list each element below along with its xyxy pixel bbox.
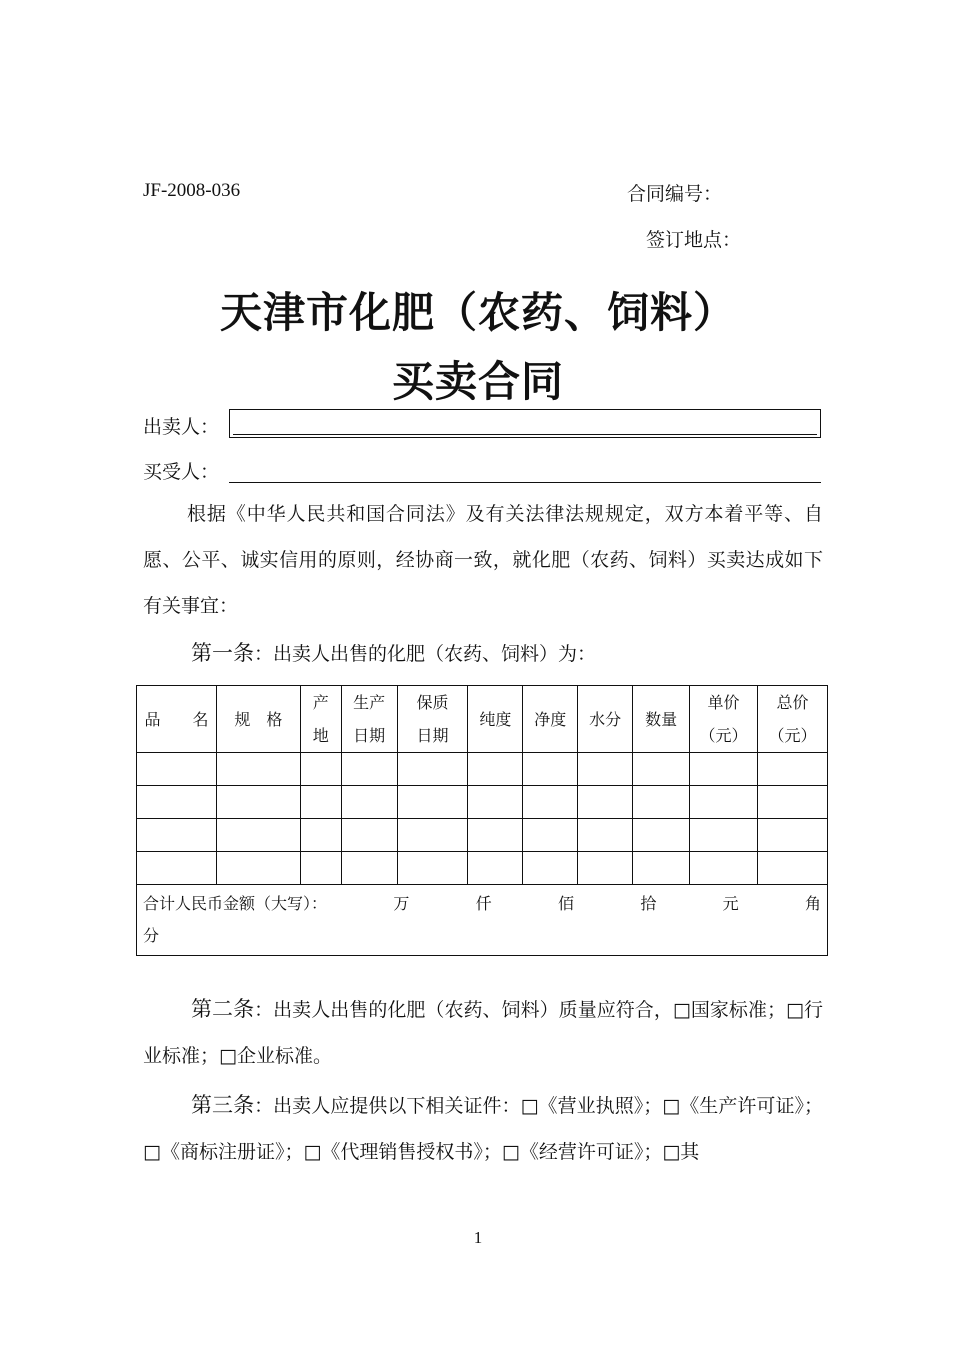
table-cell[interactable]: [341, 819, 397, 852]
unit-wan: 万: [393, 894, 410, 913]
table-cell[interactable]: [578, 753, 633, 786]
table-cell[interactable]: [468, 786, 523, 819]
table-cell[interactable]: [216, 786, 300, 819]
article-2-text: ：出卖人出售的化肥（农药、饲料）质量应符合，□国家标准；□行业标准；□企业标准。: [143, 999, 824, 1067]
document-title-line2: 买卖合同: [391, 357, 564, 406]
table-cell[interactable]: [468, 819, 523, 852]
contract-number-label: 合同编号：: [627, 183, 723, 205]
table-header-cell: [633, 686, 690, 753]
buyer-label: 买受人：: [143, 461, 220, 483]
table-cell[interactable]: [341, 753, 397, 786]
table-cell[interactable]: [690, 852, 758, 885]
table-cell[interactable]: [578, 786, 633, 819]
signing-place-label: 签订地点：: [646, 229, 742, 251]
unit-fen: 分: [143, 926, 160, 945]
table-cell[interactable]: [216, 852, 300, 885]
table-header-row: [137, 686, 828, 753]
table-cell[interactable]: [397, 753, 468, 786]
header-text: 品 名: [144, 709, 209, 729]
table-cell[interactable]: [690, 786, 758, 819]
article-1: [143, 630, 823, 677]
table-cell[interactable]: [137, 852, 217, 885]
table-cell[interactable]: [757, 819, 827, 852]
table-cell[interactable]: [633, 786, 690, 819]
table-cell[interactable]: [633, 753, 690, 786]
header-text: 净度: [534, 709, 567, 729]
seller-underline: [233, 434, 817, 435]
table-cell[interactable]: [300, 852, 341, 885]
table-header-cell: [690, 686, 758, 753]
table-header-cell: [300, 686, 341, 753]
total-label: 合计人民币金额（大写）：: [143, 894, 328, 913]
header-text: 总价: [776, 693, 809, 712]
table-row: [137, 753, 828, 786]
table-cell[interactable]: [341, 852, 397, 885]
article-1-text: ：出卖人出售的化肥（农药、饲料）为：: [254, 643, 597, 665]
table-cell[interactable]: [397, 819, 468, 852]
article-3-text: ：出卖人应提供以下相关证件：□《营业执照》；□《生产许可证》；□《商标注册证》；□《代理销售授权书》；□《经营许可证》；□其: [143, 1095, 824, 1163]
intro-paragraph: 根据《中华人民共和国合同法》及有关法律法规规定，双方本着平等、自愿、公平、诚实信用的原则，经协商一致，就化肥（农药、饲料）买卖达成如下有关事宜：: [143, 503, 823, 617]
header-text: （元）: [699, 726, 748, 745]
article-3: [143, 1082, 823, 1175]
header-text: 产: [312, 693, 329, 712]
table-row: [137, 852, 828, 885]
seller-label: 出卖人：: [143, 416, 220, 438]
goods-table: [136, 685, 828, 956]
table-cell[interactable]: [137, 786, 217, 819]
table-cell[interactable]: [468, 852, 523, 885]
table-cell[interactable]: [137, 819, 217, 852]
table-header-cell: [468, 686, 523, 753]
table-cell[interactable]: [633, 819, 690, 852]
buyer-field[interactable]: [229, 482, 821, 483]
unit-yuan: 元: [722, 894, 739, 913]
article-3-label: 第三条: [191, 1093, 255, 1117]
article-2-label: 第二条: [191, 997, 255, 1021]
table-cell[interactable]: [300, 753, 341, 786]
article-2: [143, 986, 823, 1079]
header-text: 日期: [353, 726, 386, 745]
table-cell[interactable]: [523, 753, 578, 786]
table-cell[interactable]: [690, 819, 758, 852]
header-text: 日期: [416, 726, 449, 745]
table-cell[interactable]: [578, 819, 633, 852]
document-title-line1: 天津市化肥（农药、饲料）: [219, 288, 736, 337]
table-cell[interactable]: [523, 786, 578, 819]
header-text: 地: [312, 726, 329, 745]
table-header-cell: [137, 686, 217, 753]
table-cell[interactable]: [757, 786, 827, 819]
table-header-cell: [216, 686, 300, 753]
table-row: [137, 786, 828, 819]
table-row: [137, 819, 828, 852]
table-header-cell: [397, 686, 468, 753]
table-total-row: [137, 885, 828, 956]
header-text: （元）: [768, 726, 817, 745]
table-cell[interactable]: [300, 819, 341, 852]
table-cell[interactable]: [523, 852, 578, 885]
table-cell[interactable]: [397, 852, 468, 885]
table-cell[interactable]: [216, 753, 300, 786]
table-header-cell: [523, 686, 578, 753]
table-header-cell: [578, 686, 633, 753]
table-cell[interactable]: [397, 786, 468, 819]
table-cell[interactable]: [300, 786, 341, 819]
unit-qian: 仟: [475, 894, 492, 913]
unit-bai: 佰: [557, 894, 574, 913]
seller-field[interactable]: [229, 409, 821, 438]
header-text: 纯度: [479, 709, 512, 729]
table-cell[interactable]: [757, 852, 827, 885]
header-text: 保质: [416, 693, 449, 712]
table-cell[interactable]: [578, 852, 633, 885]
page-number: 1: [473, 1228, 483, 1247]
header-text: 水分: [589, 709, 622, 729]
table-cell[interactable]: [633, 852, 690, 885]
header-text: 规 格: [234, 709, 283, 729]
unit-shi: 拾: [640, 894, 657, 913]
article-1-label: 第一条: [191, 641, 254, 665]
table-cell[interactable]: [523, 819, 578, 852]
table-header-cell: [341, 686, 397, 753]
header-text: 生产: [353, 693, 386, 712]
header-text: 数量: [645, 709, 678, 729]
unit-jiao: 角: [804, 894, 821, 913]
table-cell[interactable]: [468, 753, 523, 786]
table-cell[interactable]: [690, 753, 758, 786]
table-cell[interactable]: [137, 753, 217, 786]
table-cell[interactable]: [216, 819, 300, 852]
table-cell[interactable]: [341, 786, 397, 819]
document-code: JF-2008-036: [143, 180, 241, 201]
total-units-line: [143, 888, 821, 920]
header-text: 单价: [707, 693, 740, 712]
table-header-cell: [757, 686, 827, 753]
total-amount-cell[interactable]: [137, 885, 828, 956]
table-cell[interactable]: [757, 753, 827, 786]
